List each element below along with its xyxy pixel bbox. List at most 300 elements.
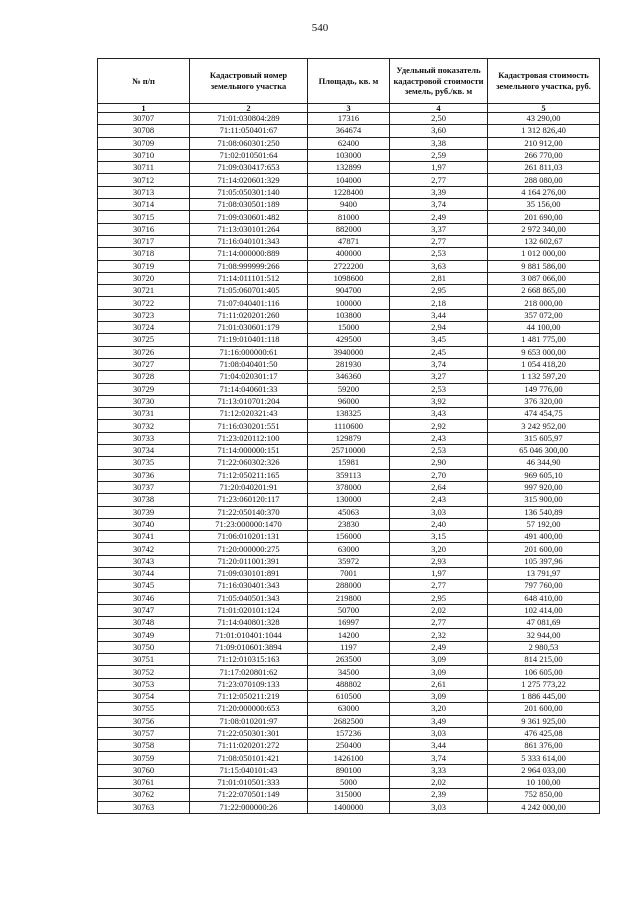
cell-cadastral-value: 32 944,00 bbox=[488, 629, 600, 641]
table-row bbox=[98, 223, 600, 235]
table-row bbox=[98, 346, 600, 358]
cell-row-number: 30752 bbox=[98, 666, 190, 678]
cell-cadastral-number: 71:11:050401:67 bbox=[190, 125, 308, 137]
table-body bbox=[98, 104, 600, 814]
cell-cadastral-value: 1 012 000,00 bbox=[488, 248, 600, 260]
cell-area: 157236 bbox=[308, 727, 390, 739]
cell-row-number: 30735 bbox=[98, 457, 190, 469]
cell-cadastral-value: 969 605,10 bbox=[488, 469, 600, 481]
cell-cadastral-value: 44 100,00 bbox=[488, 322, 600, 334]
cell-specific-value: 3,43 bbox=[390, 408, 488, 420]
table-row bbox=[98, 469, 600, 481]
cell-cadastral-value: 201 600,00 bbox=[488, 703, 600, 715]
cell-row-number: 30748 bbox=[98, 617, 190, 629]
cell-area: 1110600 bbox=[308, 420, 390, 432]
cell-cadastral-value: 1 312 826,40 bbox=[488, 125, 600, 137]
table-row bbox=[98, 395, 600, 407]
cell-cadastral-value: 2 980,53 bbox=[488, 641, 600, 653]
page-number: 540 bbox=[311, 22, 329, 34]
cell-cadastral-number: 71:12:010315:163 bbox=[190, 654, 308, 666]
cell-area: 103800 bbox=[308, 309, 390, 321]
cell-cadastral-value: 102 414,00 bbox=[488, 604, 600, 616]
cell-row-number: 30761 bbox=[98, 777, 190, 789]
cell-area: 7001 bbox=[308, 567, 390, 579]
cell-cadastral-number: 71:01:010501:333 bbox=[190, 777, 308, 789]
table-row bbox=[98, 518, 600, 530]
cell-area: 250400 bbox=[308, 740, 390, 752]
cell-area: 2722200 bbox=[308, 260, 390, 272]
cell-cadastral-number: 71:04:020301:17 bbox=[190, 371, 308, 383]
cell-area: 281930 bbox=[308, 358, 390, 370]
table-row bbox=[98, 211, 600, 223]
table-row bbox=[98, 272, 600, 284]
cell-row-number: 30741 bbox=[98, 531, 190, 543]
cell-cadastral-value: 1 481 775,00 bbox=[488, 334, 600, 346]
cell-cadastral-number: 71:22:070501:149 bbox=[190, 789, 308, 801]
cell-row-number: 30731 bbox=[98, 408, 190, 420]
cell-row-number: 30723 bbox=[98, 309, 190, 321]
table-row bbox=[98, 789, 600, 801]
cell-row-number: 30732 bbox=[98, 420, 190, 432]
cell-cadastral-number: 71:14:011101:512 bbox=[190, 272, 308, 284]
table-row bbox=[98, 641, 600, 653]
cell-specific-value: 3,74 bbox=[390, 199, 488, 211]
cell-cadastral-number: 71:22:050301:301 bbox=[190, 727, 308, 739]
table-row bbox=[98, 752, 600, 764]
cell-cadastral-number: 71:08:999999:266 bbox=[190, 260, 308, 272]
cell-cadastral-number: 71:09:030601:482 bbox=[190, 211, 308, 223]
cell-area: 15000 bbox=[308, 322, 390, 334]
cell-row-number: 30744 bbox=[98, 567, 190, 579]
cell-cadastral-number: 71:08:040401:50 bbox=[190, 358, 308, 370]
table-row bbox=[98, 764, 600, 776]
cell-cadastral-value: 266 770,00 bbox=[488, 149, 600, 161]
cell-cadastral-number: 71:23:060120:117 bbox=[190, 494, 308, 506]
cell-area: 63000 bbox=[308, 703, 390, 715]
cell-specific-value: 3,15 bbox=[390, 531, 488, 543]
cell-area: 15981 bbox=[308, 457, 390, 469]
cell-cadastral-number: 71:01:030601:179 bbox=[190, 322, 308, 334]
cell-cadastral-number: 71:11:020201:272 bbox=[190, 740, 308, 752]
cell-area: 63000 bbox=[308, 543, 390, 555]
cell-specific-value: 3,09 bbox=[390, 690, 488, 702]
cell-cadastral-value: 491 400,00 bbox=[488, 531, 600, 543]
cell-cadastral-value: 1 275 773,22 bbox=[488, 678, 600, 690]
cell-cadastral-number: 71:08:030501:189 bbox=[190, 199, 308, 211]
cell-cadastral-number: 71:12:050211:219 bbox=[190, 690, 308, 702]
cell-cadastral-number: 71:05:040501:343 bbox=[190, 592, 308, 604]
cell-cadastral-number: 71:20:000000:653 bbox=[190, 703, 308, 715]
cell-cadastral-value: 997 920,00 bbox=[488, 481, 600, 493]
cell-cadastral-value: 9 881 586,00 bbox=[488, 260, 600, 272]
cell-row-number: 30737 bbox=[98, 481, 190, 493]
cell-cadastral-value: 105 397,96 bbox=[488, 555, 600, 567]
table-row bbox=[98, 432, 600, 444]
cell-specific-value: 2,61 bbox=[390, 678, 488, 690]
cell-area: 5000 bbox=[308, 777, 390, 789]
cell-cadastral-number: 71:08:050101:421 bbox=[190, 752, 308, 764]
cell-cadastral-number: 71:16:040101:343 bbox=[190, 235, 308, 247]
cell-area: 315000 bbox=[308, 789, 390, 801]
table-row bbox=[98, 186, 600, 198]
cell-cadastral-value: 2 972 340,00 bbox=[488, 223, 600, 235]
cell-specific-value: 2,50 bbox=[390, 113, 488, 125]
cell-area: 429500 bbox=[308, 334, 390, 346]
cell-specific-value: 3,33 bbox=[390, 764, 488, 776]
cell-cadastral-value: 752 850,00 bbox=[488, 789, 600, 801]
cell-area: 14200 bbox=[308, 629, 390, 641]
table-row bbox=[98, 408, 600, 420]
cell-specific-value: 1,97 bbox=[390, 162, 488, 174]
cell-cadastral-value: 288 080,00 bbox=[488, 174, 600, 186]
cell-specific-value: 3,44 bbox=[390, 740, 488, 752]
cell-specific-value: 2,94 bbox=[390, 322, 488, 334]
cell-cadastral-value: 132 602,67 bbox=[488, 235, 600, 247]
table-row bbox=[98, 137, 600, 149]
cell-cadastral-value: 4 242 000,00 bbox=[488, 801, 600, 813]
cell-specific-value: 3,09 bbox=[390, 654, 488, 666]
cell-cadastral-number: 71:09:030417:653 bbox=[190, 162, 308, 174]
cell-specific-value: 2,64 bbox=[390, 481, 488, 493]
cell-specific-value: 3,63 bbox=[390, 260, 488, 272]
cell-specific-value: 2,95 bbox=[390, 592, 488, 604]
cell-cadastral-number: 71:17:020801:62 bbox=[190, 666, 308, 678]
table-row bbox=[98, 543, 600, 555]
table-row bbox=[98, 592, 600, 604]
cell-cadastral-value: 5 333 614,00 bbox=[488, 752, 600, 764]
cell-cadastral-value: 13 791,97 bbox=[488, 567, 600, 579]
cell-area: 132899 bbox=[308, 162, 390, 174]
cell-area: 364674 bbox=[308, 125, 390, 137]
cell-row-number: 30762 bbox=[98, 789, 190, 801]
cell-cadastral-number: 71:14:020601:329 bbox=[190, 174, 308, 186]
cell-cadastral-number: 71:14:040801:328 bbox=[190, 617, 308, 629]
cell-specific-value: 2,45 bbox=[390, 346, 488, 358]
cell-area: 359113 bbox=[308, 469, 390, 481]
header-cadastral-number: Кадастровый номер земельного участка bbox=[190, 59, 308, 104]
cell-specific-value: 2,90 bbox=[390, 457, 488, 469]
cell-cadastral-value: 149 776,00 bbox=[488, 383, 600, 395]
cell-area: 25710000 bbox=[308, 445, 390, 457]
cell-row-number: 30713 bbox=[98, 186, 190, 198]
cell-cadastral-value: 814 215,00 bbox=[488, 654, 600, 666]
cell-cadastral-number: 71:14:000000:151 bbox=[190, 445, 308, 457]
cell-row-number: 30707 bbox=[98, 113, 190, 125]
column-number-row bbox=[98, 104, 600, 113]
cell-specific-value: 3,27 bbox=[390, 371, 488, 383]
cell-row-number: 30722 bbox=[98, 297, 190, 309]
table-row bbox=[98, 174, 600, 186]
table-row bbox=[98, 715, 600, 727]
cell-specific-value: 3,03 bbox=[390, 727, 488, 739]
cell-cadastral-value: 1 132 597,20 bbox=[488, 371, 600, 383]
cell-row-number: 30714 bbox=[98, 199, 190, 211]
table-row bbox=[98, 445, 600, 457]
cell-cadastral-value: 357 072,00 bbox=[488, 309, 600, 321]
cell-cadastral-value: 474 454,75 bbox=[488, 408, 600, 420]
cell-specific-value: 2,77 bbox=[390, 235, 488, 247]
cell-cadastral-number: 71:05:060701:405 bbox=[190, 285, 308, 297]
cell-row-number: 30719 bbox=[98, 260, 190, 272]
table-row bbox=[98, 358, 600, 370]
cell-row-number: 30710 bbox=[98, 149, 190, 161]
cell-area: 45063 bbox=[308, 506, 390, 518]
cell-cadastral-value: 46 344,90 bbox=[488, 457, 600, 469]
cell-area: 47871 bbox=[308, 235, 390, 247]
cell-cadastral-value: 10 100,00 bbox=[488, 777, 600, 789]
cell-specific-value: 3,44 bbox=[390, 309, 488, 321]
cell-specific-value: 2,39 bbox=[390, 789, 488, 801]
column-number: 5 bbox=[488, 104, 600, 113]
cell-cadastral-number: 71:20:011001:391 bbox=[190, 555, 308, 567]
cell-cadastral-number: 71:22:050140:370 bbox=[190, 506, 308, 518]
cell-specific-value: 2,77 bbox=[390, 580, 488, 592]
cell-area: 890100 bbox=[308, 764, 390, 776]
cell-row-number: 30709 bbox=[98, 137, 190, 149]
cell-row-number: 30760 bbox=[98, 764, 190, 776]
cell-cadastral-value: 201 600,00 bbox=[488, 543, 600, 555]
cell-area: 81000 bbox=[308, 211, 390, 223]
cell-cadastral-value: 57 192,00 bbox=[488, 518, 600, 530]
cell-row-number: 30721 bbox=[98, 285, 190, 297]
cell-cadastral-number: 71:16:030401:343 bbox=[190, 580, 308, 592]
cell-row-number: 30747 bbox=[98, 604, 190, 616]
cell-specific-value: 2,95 bbox=[390, 285, 488, 297]
cell-cadastral-number: 71:22:060302:326 bbox=[190, 457, 308, 469]
cell-cadastral-number: 71:16:000000:61 bbox=[190, 346, 308, 358]
cell-row-number: 30750 bbox=[98, 641, 190, 653]
cell-row-number: 30715 bbox=[98, 211, 190, 223]
cell-specific-value: 2,93 bbox=[390, 555, 488, 567]
cell-row-number: 30733 bbox=[98, 432, 190, 444]
table-row bbox=[98, 199, 600, 211]
cell-cadastral-number: 71:09:010601:3894 bbox=[190, 641, 308, 653]
cell-specific-value: 2,40 bbox=[390, 518, 488, 530]
cell-row-number: 30754 bbox=[98, 690, 190, 702]
cell-cadastral-number: 71:12:050211:165 bbox=[190, 469, 308, 481]
cell-row-number: 30740 bbox=[98, 518, 190, 530]
cell-area: 400000 bbox=[308, 248, 390, 260]
cell-cadastral-number: 71:14:040601:33 bbox=[190, 383, 308, 395]
cell-cadastral-number: 71:19:010401:118 bbox=[190, 334, 308, 346]
cell-specific-value: 2,53 bbox=[390, 383, 488, 395]
cell-specific-value: 3,74 bbox=[390, 358, 488, 370]
table-row bbox=[98, 125, 600, 137]
cell-cadastral-value: 2 964 033,00 bbox=[488, 764, 600, 776]
table-row bbox=[98, 481, 600, 493]
table-row bbox=[98, 297, 600, 309]
table-row bbox=[98, 777, 600, 789]
table-row bbox=[98, 309, 600, 321]
cell-specific-value: 2,49 bbox=[390, 211, 488, 223]
cell-cadastral-value: 476 425,08 bbox=[488, 727, 600, 739]
cell-cadastral-number: 71:01:030804:289 bbox=[190, 113, 308, 125]
cell-row-number: 30738 bbox=[98, 494, 190, 506]
cell-area: 610500 bbox=[308, 690, 390, 702]
table-row bbox=[98, 285, 600, 297]
cell-cadastral-value: 47 081,69 bbox=[488, 617, 600, 629]
cell-area: 378000 bbox=[308, 481, 390, 493]
cell-cadastral-number: 71:11:020201:260 bbox=[190, 309, 308, 321]
cell-specific-value: 2,02 bbox=[390, 777, 488, 789]
cell-row-number: 30755 bbox=[98, 703, 190, 715]
cell-area: 23830 bbox=[308, 518, 390, 530]
cell-cadastral-value: 376 320,00 bbox=[488, 395, 600, 407]
cell-row-number: 30736 bbox=[98, 469, 190, 481]
cell-area: 96000 bbox=[308, 395, 390, 407]
cell-row-number: 30726 bbox=[98, 346, 190, 358]
cell-row-number: 30743 bbox=[98, 555, 190, 567]
table-row bbox=[98, 740, 600, 752]
cell-specific-value: 2,81 bbox=[390, 272, 488, 284]
column-number: 4 bbox=[390, 104, 488, 113]
column-number: 2 bbox=[190, 104, 308, 113]
cell-row-number: 30751 bbox=[98, 654, 190, 666]
cell-cadastral-value: 9 653 000,00 bbox=[488, 346, 600, 358]
table-row bbox=[98, 506, 600, 518]
cell-specific-value: 1,97 bbox=[390, 567, 488, 579]
cell-cadastral-number: 71:20:040201:91 bbox=[190, 481, 308, 493]
column-number: 3 bbox=[308, 104, 390, 113]
table-row bbox=[98, 727, 600, 739]
table-row bbox=[98, 580, 600, 592]
cell-specific-value: 2,92 bbox=[390, 420, 488, 432]
header-cadastral-value: Кадастровая стоимость земельного участка, руб. bbox=[488, 59, 600, 104]
table-row bbox=[98, 690, 600, 702]
table-row bbox=[98, 334, 600, 346]
cell-cadastral-value: 65 046 300,00 bbox=[488, 445, 600, 457]
cell-specific-value: 3,37 bbox=[390, 223, 488, 235]
table-row bbox=[98, 531, 600, 543]
cell-row-number: 30727 bbox=[98, 358, 190, 370]
cell-cadastral-number: 71:23:020112:100 bbox=[190, 432, 308, 444]
table-row bbox=[98, 629, 600, 641]
cell-area: 488802 bbox=[308, 678, 390, 690]
header-area: Площадь, кв. м bbox=[308, 59, 390, 104]
cell-row-number: 30712 bbox=[98, 174, 190, 186]
cell-area: 263500 bbox=[308, 654, 390, 666]
cell-area: 9400 bbox=[308, 199, 390, 211]
cell-area: 35972 bbox=[308, 555, 390, 567]
table-row bbox=[98, 494, 600, 506]
cell-cadastral-number: 71:23:070109:133 bbox=[190, 678, 308, 690]
cell-cadastral-value: 2 668 865,00 bbox=[488, 285, 600, 297]
cell-row-number: 30746 bbox=[98, 592, 190, 604]
table-row bbox=[98, 617, 600, 629]
cell-specific-value: 3,20 bbox=[390, 703, 488, 715]
cell-area: 1098600 bbox=[308, 272, 390, 284]
table-row bbox=[98, 162, 600, 174]
cell-specific-value: 3,74 bbox=[390, 752, 488, 764]
cell-area: 219800 bbox=[308, 592, 390, 604]
cell-area: 288000 bbox=[308, 580, 390, 592]
cell-specific-value: 3,38 bbox=[390, 137, 488, 149]
cell-specific-value: 2,53 bbox=[390, 445, 488, 457]
cell-cadastral-number: 71:01:010401:1044 bbox=[190, 629, 308, 641]
cell-specific-value: 3,03 bbox=[390, 801, 488, 813]
cell-cadastral-number: 71:06:010201:131 bbox=[190, 531, 308, 543]
table-row bbox=[98, 248, 600, 260]
header-row-number: № п/п bbox=[98, 59, 190, 104]
cell-row-number: 30742 bbox=[98, 543, 190, 555]
cell-row-number: 30729 bbox=[98, 383, 190, 395]
cell-row-number: 30724 bbox=[98, 322, 190, 334]
cell-cadastral-value: 201 690,00 bbox=[488, 211, 600, 223]
cell-area: 346360 bbox=[308, 371, 390, 383]
cell-cadastral-number: 71:02:010501:64 bbox=[190, 149, 308, 161]
cell-cadastral-number: 71:20:000000:275 bbox=[190, 543, 308, 555]
cell-cadastral-value: 210 912,00 bbox=[488, 137, 600, 149]
cell-cadastral-value: 261 811,03 bbox=[488, 162, 600, 174]
cell-cadastral-value: 1 886 445,00 bbox=[488, 690, 600, 702]
cell-cadastral-value: 3 087 066,00 bbox=[488, 272, 600, 284]
cell-specific-value: 3,09 bbox=[390, 666, 488, 678]
cell-cadastral-number: 71:09:030101:891 bbox=[190, 567, 308, 579]
cell-row-number: 30718 bbox=[98, 248, 190, 260]
cell-area: 62400 bbox=[308, 137, 390, 149]
cell-cadastral-number: 71:13:010701:204 bbox=[190, 395, 308, 407]
cell-specific-value: 3,39 bbox=[390, 186, 488, 198]
table-row bbox=[98, 260, 600, 272]
column-number: 1 bbox=[98, 104, 190, 113]
cell-specific-value: 2,43 bbox=[390, 494, 488, 506]
cell-cadastral-value: 136 540,89 bbox=[488, 506, 600, 518]
cell-area: 156000 bbox=[308, 531, 390, 543]
cell-cadastral-value: 315 900,00 bbox=[488, 494, 600, 506]
cell-cadastral-number: 71:15:040101:43 bbox=[190, 764, 308, 776]
cell-cadastral-value: 797 760,00 bbox=[488, 580, 600, 592]
cell-row-number: 30745 bbox=[98, 580, 190, 592]
table-row bbox=[98, 801, 600, 813]
cell-cadastral-number: 71:07:040401:116 bbox=[190, 297, 308, 309]
table-row bbox=[98, 654, 600, 666]
cell-area: 129879 bbox=[308, 432, 390, 444]
header-specific-value: Удельный показатель кадастровой стоимости земель, руб./кв. м bbox=[390, 59, 488, 104]
cell-area: 34500 bbox=[308, 666, 390, 678]
cell-specific-value: 2,18 bbox=[390, 297, 488, 309]
table-row bbox=[98, 113, 600, 125]
cell-row-number: 30763 bbox=[98, 801, 190, 813]
cell-specific-value: 3,03 bbox=[390, 506, 488, 518]
table-row bbox=[98, 567, 600, 579]
cell-specific-value: 2,70 bbox=[390, 469, 488, 481]
cell-area: 1400000 bbox=[308, 801, 390, 813]
cell-row-number: 30749 bbox=[98, 629, 190, 641]
cell-area: 882000 bbox=[308, 223, 390, 235]
cell-cadastral-value: 315 605,97 bbox=[488, 432, 600, 444]
table-row bbox=[98, 457, 600, 469]
cell-row-number: 30720 bbox=[98, 272, 190, 284]
cell-row-number: 30759 bbox=[98, 752, 190, 764]
cell-cadastral-value: 106 605,00 bbox=[488, 666, 600, 678]
cell-area: 1197 bbox=[308, 641, 390, 653]
cell-area: 130000 bbox=[308, 494, 390, 506]
cell-cadastral-number: 71:01:020101:124 bbox=[190, 604, 308, 616]
cell-cadastral-value: 648 410,00 bbox=[488, 592, 600, 604]
cell-area: 59200 bbox=[308, 383, 390, 395]
table-row bbox=[98, 322, 600, 334]
cell-area: 50700 bbox=[308, 604, 390, 616]
cell-cadastral-value: 35 156,00 bbox=[488, 199, 600, 211]
table-row bbox=[98, 604, 600, 616]
table-row bbox=[98, 555, 600, 567]
cell-cadastral-value: 4 164 276,00 bbox=[488, 186, 600, 198]
table-row bbox=[98, 678, 600, 690]
cell-specific-value: 2,77 bbox=[390, 617, 488, 629]
table-header bbox=[98, 59, 600, 104]
cell-cadastral-number: 71:13:030101:264 bbox=[190, 223, 308, 235]
cell-cadastral-number: 71:05:050301:140 bbox=[190, 186, 308, 198]
